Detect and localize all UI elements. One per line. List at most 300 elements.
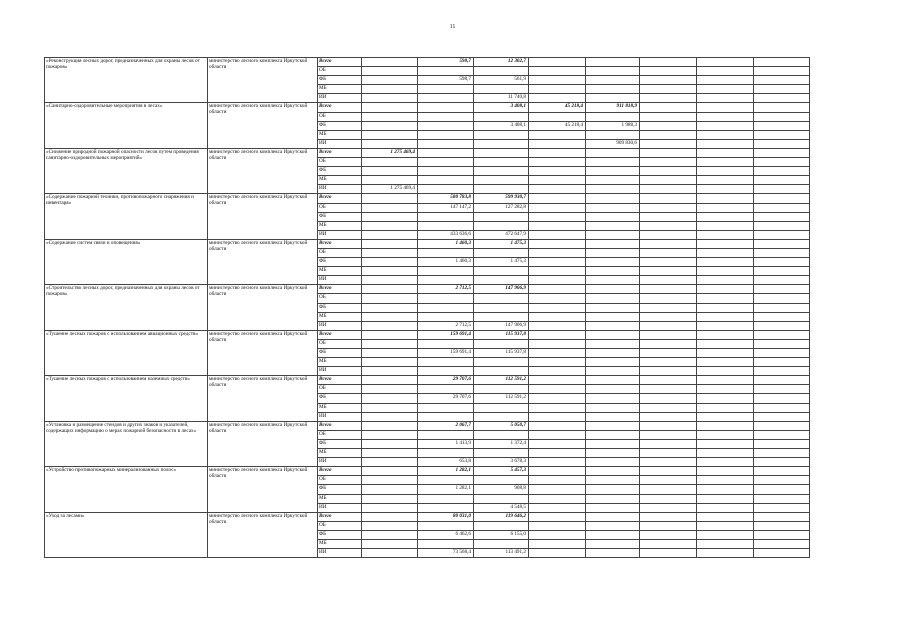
amount-cell bbox=[474, 167, 529, 176]
amount-cell bbox=[640, 103, 697, 112]
funding-source: МБ bbox=[318, 267, 362, 276]
amount-cell: 115 937,8 bbox=[474, 349, 529, 358]
funding-source: ОБ bbox=[318, 294, 362, 303]
amount-cell bbox=[586, 194, 640, 203]
table-row bbox=[45, 512, 810, 521]
amount-cell bbox=[640, 112, 697, 121]
amount-cell bbox=[754, 521, 810, 530]
amount-cell bbox=[362, 530, 418, 539]
financing-table bbox=[44, 57, 810, 558]
amount-cell bbox=[697, 549, 754, 558]
amount-cell bbox=[754, 539, 810, 548]
amount-cell bbox=[640, 276, 697, 285]
amount-cell bbox=[754, 285, 810, 294]
measure-name: «Санитарно-оздоровительные мероприятия в лесах» bbox=[45, 103, 208, 148]
amount-cell bbox=[586, 549, 640, 558]
amount-cell bbox=[529, 494, 586, 503]
amount-cell bbox=[529, 394, 586, 403]
amount-cell bbox=[418, 430, 474, 439]
measure-name: «Устройство противопожарных минерализованных полос» bbox=[45, 467, 208, 512]
funding-source: ФБ bbox=[318, 394, 362, 403]
amount-cell bbox=[418, 85, 474, 94]
amount-cell bbox=[362, 321, 418, 330]
amount-cell bbox=[754, 421, 810, 430]
amount-cell bbox=[640, 176, 697, 185]
amount-cell: 2 067,7 bbox=[418, 421, 474, 430]
amount-cell bbox=[529, 158, 586, 167]
amount-cell bbox=[474, 139, 529, 148]
amount-cell bbox=[529, 239, 586, 248]
table-row bbox=[45, 330, 810, 339]
executor-name: министерство лесного комплекса Иркутской области bbox=[208, 512, 318, 557]
amount-cell bbox=[640, 521, 697, 530]
amount-cell bbox=[754, 512, 810, 521]
amount-cell bbox=[586, 258, 640, 267]
table-row bbox=[45, 285, 810, 294]
amount-cell bbox=[529, 312, 586, 321]
measure-name: «Тушение лесных пожаров с использованием авиационных средств» bbox=[45, 330, 208, 375]
executor-name: министерство лесного комплекса Иркутской области bbox=[208, 330, 318, 375]
amount-cell bbox=[640, 458, 697, 467]
amount-cell bbox=[586, 85, 640, 94]
amount-cell bbox=[640, 212, 697, 221]
amount-cell bbox=[640, 285, 697, 294]
amount-cell bbox=[697, 67, 754, 76]
amount-cell bbox=[586, 330, 640, 339]
amount-cell bbox=[697, 276, 754, 285]
amount-cell bbox=[474, 385, 529, 394]
executor-name: министерство лесного комплекса Иркутской области bbox=[208, 103, 318, 148]
amount-cell bbox=[418, 503, 474, 512]
amount-cell bbox=[586, 494, 640, 503]
amount-cell bbox=[529, 303, 586, 312]
amount-cell bbox=[697, 258, 754, 267]
amount-cell bbox=[697, 194, 754, 203]
table-row bbox=[45, 194, 810, 203]
amount-cell bbox=[529, 539, 586, 548]
amount-cell: 6 462,6 bbox=[418, 530, 474, 539]
amount-cell bbox=[586, 248, 640, 257]
amount-cell bbox=[586, 430, 640, 439]
funding-source: Всего bbox=[318, 148, 362, 157]
amount-cell bbox=[640, 85, 697, 94]
funding-source: ФБ bbox=[318, 303, 362, 312]
amount-cell bbox=[586, 421, 640, 430]
amount-cell bbox=[754, 176, 810, 185]
amount-cell bbox=[362, 230, 418, 239]
funding-source: ИИ bbox=[318, 94, 362, 103]
amount-cell bbox=[529, 248, 586, 257]
amount-cell bbox=[697, 248, 754, 257]
amount-cell bbox=[362, 421, 418, 430]
amount-cell bbox=[697, 503, 754, 512]
amount-cell bbox=[362, 512, 418, 521]
amount-cell bbox=[697, 103, 754, 112]
amount-cell bbox=[529, 112, 586, 121]
amount-cell: 3 408,1 bbox=[474, 103, 529, 112]
amount-cell bbox=[640, 76, 697, 85]
amount-cell bbox=[640, 358, 697, 367]
amount-cell bbox=[754, 485, 810, 494]
amount-cell bbox=[754, 94, 810, 103]
amount-cell bbox=[362, 485, 418, 494]
amount-cell bbox=[640, 330, 697, 339]
amount-cell: 598,7 bbox=[418, 76, 474, 85]
amount-cell bbox=[697, 394, 754, 403]
amount-cell bbox=[474, 158, 529, 167]
amount-cell bbox=[418, 248, 474, 257]
amount-cell: 147 147,2 bbox=[418, 203, 474, 212]
table-row bbox=[45, 58, 810, 67]
amount-cell bbox=[474, 367, 529, 376]
funding-source: ИИ bbox=[318, 458, 362, 467]
measure-name: «Установка и размещение стендов и других знаков и указателей, содержащих информацию о мерах пожарной безопасности в лесах» bbox=[45, 421, 208, 466]
amount-cell: 113 491,2 bbox=[474, 549, 529, 558]
amount-cell: 5 457,3 bbox=[474, 467, 529, 476]
measure-name: «Реконструкция лесных дорог, предназначенных для охраны лесов от пожаров» bbox=[45, 58, 208, 103]
amount-cell bbox=[754, 303, 810, 312]
amount-cell bbox=[754, 194, 810, 203]
amount-cell bbox=[529, 258, 586, 267]
amount-cell bbox=[362, 376, 418, 385]
funding-source: МБ bbox=[318, 494, 362, 503]
amount-cell bbox=[586, 221, 640, 230]
funding-source: МБ bbox=[318, 130, 362, 139]
amount-cell: 1 460,3 bbox=[418, 239, 474, 248]
amount-cell bbox=[362, 349, 418, 358]
amount-cell bbox=[754, 112, 810, 121]
amount-cell bbox=[697, 121, 754, 130]
amount-cell bbox=[418, 276, 474, 285]
amount-cell bbox=[697, 330, 754, 339]
amount-cell bbox=[474, 67, 529, 76]
amount-cell bbox=[586, 367, 640, 376]
amount-cell bbox=[362, 221, 418, 230]
amount-cell bbox=[754, 294, 810, 303]
amount-cell bbox=[697, 421, 754, 430]
amount-cell bbox=[529, 167, 586, 176]
table-row bbox=[45, 148, 810, 157]
funding-source: МБ bbox=[318, 85, 362, 94]
funding-source: МБ bbox=[318, 176, 362, 185]
amount-cell bbox=[697, 230, 754, 239]
amount-cell bbox=[586, 76, 640, 85]
amount-cell: 909 830,6 bbox=[586, 139, 640, 148]
amount-cell bbox=[586, 485, 640, 494]
amount-cell bbox=[529, 230, 586, 239]
amount-cell bbox=[754, 230, 810, 239]
amount-cell bbox=[697, 303, 754, 312]
amount-cell bbox=[640, 303, 697, 312]
funding-source: ФБ bbox=[318, 212, 362, 221]
amount-cell bbox=[754, 248, 810, 257]
amount-cell: 1 475,3 bbox=[474, 239, 529, 248]
amount-cell bbox=[586, 212, 640, 221]
amount-cell bbox=[640, 94, 697, 103]
amount-cell bbox=[754, 458, 810, 467]
amount-cell bbox=[586, 285, 640, 294]
amount-cell bbox=[362, 467, 418, 476]
amount-cell bbox=[640, 539, 697, 548]
amount-cell bbox=[529, 503, 586, 512]
amount-cell bbox=[697, 294, 754, 303]
amount-cell: 73 568,4 bbox=[418, 549, 474, 558]
amount-cell bbox=[362, 367, 418, 376]
amount-cell bbox=[362, 494, 418, 503]
funding-source: ОБ bbox=[318, 339, 362, 348]
amount-cell bbox=[362, 139, 418, 148]
amount-cell bbox=[474, 112, 529, 121]
amount-cell bbox=[640, 321, 697, 330]
amount-cell: 1 282,1 bbox=[418, 467, 474, 476]
amount-cell bbox=[418, 103, 474, 112]
amount-cell bbox=[362, 239, 418, 248]
amount-cell bbox=[529, 549, 586, 558]
funding-source: ОБ bbox=[318, 430, 362, 439]
amount-cell bbox=[362, 312, 418, 321]
amount-cell bbox=[697, 212, 754, 221]
amount-cell bbox=[640, 230, 697, 239]
funding-source: ИИ bbox=[318, 230, 362, 239]
amount-cell: 911 818,9 bbox=[586, 103, 640, 112]
amount-cell bbox=[754, 394, 810, 403]
funding-source: ОБ bbox=[318, 158, 362, 167]
amount-cell bbox=[586, 439, 640, 448]
amount-cell: 1 475,3 bbox=[474, 258, 529, 267]
amount-cell bbox=[586, 239, 640, 248]
amount-cell bbox=[697, 76, 754, 85]
amount-cell: 1 282,1 bbox=[418, 485, 474, 494]
amount-cell: 159 691,4 bbox=[418, 349, 474, 358]
amount-cell bbox=[418, 294, 474, 303]
amount-cell bbox=[640, 167, 697, 176]
amount-cell bbox=[697, 158, 754, 167]
amount-cell bbox=[640, 494, 697, 503]
amount-cell bbox=[529, 276, 586, 285]
amount-cell bbox=[697, 385, 754, 394]
amount-cell bbox=[474, 267, 529, 276]
amount-cell bbox=[754, 185, 810, 194]
amount-cell bbox=[418, 167, 474, 176]
amount-cell: 159 691,4 bbox=[418, 330, 474, 339]
amount-cell bbox=[697, 339, 754, 348]
amount-cell bbox=[640, 158, 697, 167]
amount-cell bbox=[640, 376, 697, 385]
amount-cell bbox=[586, 512, 640, 521]
amount-cell bbox=[418, 139, 474, 148]
amount-cell bbox=[697, 349, 754, 358]
amount-cell bbox=[697, 321, 754, 330]
amount-cell bbox=[418, 303, 474, 312]
funding-source: ФБ bbox=[318, 258, 362, 267]
amount-cell bbox=[754, 439, 810, 448]
amount-cell bbox=[697, 521, 754, 530]
amount-cell bbox=[754, 121, 810, 130]
amount-cell bbox=[474, 185, 529, 194]
amount-cell bbox=[754, 467, 810, 476]
amount-cell bbox=[362, 503, 418, 512]
amount-cell bbox=[754, 130, 810, 139]
measure-name: «Уход за лесами» bbox=[45, 512, 208, 557]
amount-cell bbox=[474, 539, 529, 548]
amount-cell: 2 712,5 bbox=[418, 321, 474, 330]
amount-cell bbox=[586, 303, 640, 312]
amount-cell bbox=[640, 439, 697, 448]
amount-cell bbox=[586, 67, 640, 76]
amount-cell bbox=[418, 121, 474, 130]
amount-cell bbox=[640, 239, 697, 248]
amount-cell bbox=[529, 267, 586, 276]
amount-cell bbox=[697, 221, 754, 230]
amount-cell bbox=[586, 412, 640, 421]
amount-cell bbox=[362, 339, 418, 348]
amount-cell bbox=[697, 367, 754, 376]
amount-cell bbox=[362, 330, 418, 339]
amount-cell bbox=[362, 212, 418, 221]
amount-cell bbox=[362, 385, 418, 394]
amount-cell bbox=[474, 276, 529, 285]
amount-cell: 580 783,8 bbox=[418, 194, 474, 203]
amount-cell: 599 930,7 bbox=[474, 194, 529, 203]
amount-cell bbox=[529, 385, 586, 394]
table-body bbox=[45, 58, 810, 558]
amount-cell: 1 460,3 bbox=[418, 258, 474, 267]
amount-cell bbox=[640, 221, 697, 230]
amount-cell bbox=[754, 449, 810, 458]
amount-cell bbox=[640, 258, 697, 267]
amount-cell bbox=[640, 248, 697, 257]
amount-cell bbox=[362, 549, 418, 558]
amount-cell bbox=[754, 158, 810, 167]
funding-source: ФБ bbox=[318, 349, 362, 358]
funding-source: Всего bbox=[318, 376, 362, 385]
amount-cell bbox=[754, 58, 810, 67]
amount-cell bbox=[362, 130, 418, 139]
amount-cell bbox=[697, 476, 754, 485]
amount-cell bbox=[697, 176, 754, 185]
amount-cell bbox=[586, 112, 640, 121]
amount-cell bbox=[529, 467, 586, 476]
amount-cell bbox=[754, 203, 810, 212]
amount-cell: 115 937,8 bbox=[474, 330, 529, 339]
funding-source: Всего bbox=[318, 285, 362, 294]
amount-cell bbox=[586, 458, 640, 467]
amount-cell bbox=[754, 139, 810, 148]
amount-cell bbox=[697, 112, 754, 121]
table-row bbox=[45, 103, 810, 112]
amount-cell bbox=[754, 349, 810, 358]
amount-cell bbox=[754, 212, 810, 221]
amount-cell bbox=[474, 303, 529, 312]
amount-cell: 1 988,3 bbox=[586, 121, 640, 130]
executor-name: министерство лесного комплекса Иркутской области bbox=[208, 194, 318, 239]
funding-source: МБ bbox=[318, 449, 362, 458]
funding-source: ИИ bbox=[318, 367, 362, 376]
amount-cell bbox=[362, 476, 418, 485]
amount-cell bbox=[362, 167, 418, 176]
amount-cell bbox=[586, 158, 640, 167]
amount-cell bbox=[586, 539, 640, 548]
amount-cell bbox=[529, 512, 586, 521]
amount-cell bbox=[474, 449, 529, 458]
amount-cell bbox=[529, 349, 586, 358]
amount-cell bbox=[418, 358, 474, 367]
amount-cell: 45 218,4 bbox=[529, 121, 586, 130]
funding-source: ФБ bbox=[318, 439, 362, 448]
amount-cell: 112 591,2 bbox=[474, 394, 529, 403]
amount-cell bbox=[640, 530, 697, 539]
amount-cell bbox=[586, 339, 640, 348]
amount-cell bbox=[697, 403, 754, 412]
amount-cell bbox=[586, 58, 640, 67]
amount-cell bbox=[697, 539, 754, 548]
amount-cell bbox=[362, 430, 418, 439]
amount-cell bbox=[697, 85, 754, 94]
amount-cell: 3 408,1 bbox=[474, 121, 529, 130]
amount-cell bbox=[529, 367, 586, 376]
amount-cell bbox=[474, 130, 529, 139]
amount-cell bbox=[418, 94, 474, 103]
amount-cell bbox=[754, 476, 810, 485]
amount-cell bbox=[529, 321, 586, 330]
amount-cell bbox=[529, 376, 586, 385]
amount-cell bbox=[697, 449, 754, 458]
amount-cell bbox=[362, 258, 418, 267]
amount-cell bbox=[754, 549, 810, 558]
amount-cell bbox=[754, 430, 810, 439]
amount-cell bbox=[529, 67, 586, 76]
amount-cell bbox=[697, 458, 754, 467]
funding-source: МБ bbox=[318, 312, 362, 321]
amount-cell bbox=[640, 139, 697, 148]
amount-cell bbox=[754, 321, 810, 330]
funding-source: ОБ bbox=[318, 203, 362, 212]
amount-cell bbox=[586, 403, 640, 412]
amount-cell: 653,8 bbox=[418, 458, 474, 467]
amount-cell bbox=[697, 494, 754, 503]
amount-cell bbox=[754, 367, 810, 376]
funding-source: ИИ bbox=[318, 139, 362, 148]
funding-source: Всего bbox=[318, 421, 362, 430]
amount-cell bbox=[586, 267, 640, 276]
amount-cell bbox=[586, 312, 640, 321]
page-number: 11 bbox=[449, 24, 456, 30]
amount-cell bbox=[362, 67, 418, 76]
amount-cell bbox=[754, 312, 810, 321]
funding-source: ОБ bbox=[318, 248, 362, 257]
amount-cell bbox=[474, 248, 529, 257]
funding-source: ОБ bbox=[318, 521, 362, 530]
amount-cell bbox=[697, 167, 754, 176]
funding-source: ИИ bbox=[318, 549, 362, 558]
amount-cell bbox=[586, 476, 640, 485]
amount-cell bbox=[640, 367, 697, 376]
amount-cell bbox=[529, 521, 586, 530]
amount-cell bbox=[586, 530, 640, 539]
amount-cell bbox=[586, 130, 640, 139]
funding-source: Всего bbox=[318, 330, 362, 339]
amount-cell bbox=[586, 294, 640, 303]
amount-cell bbox=[754, 148, 810, 157]
amount-cell bbox=[362, 158, 418, 167]
amount-cell: 561,9 bbox=[474, 76, 529, 85]
amount-cell: 5 050,7 bbox=[474, 421, 529, 430]
executor-name: министерство лесного комплекса Иркутской области bbox=[208, 467, 318, 512]
amount-cell bbox=[586, 230, 640, 239]
amount-cell bbox=[362, 458, 418, 467]
amount-cell bbox=[418, 403, 474, 412]
amount-cell bbox=[418, 185, 474, 194]
